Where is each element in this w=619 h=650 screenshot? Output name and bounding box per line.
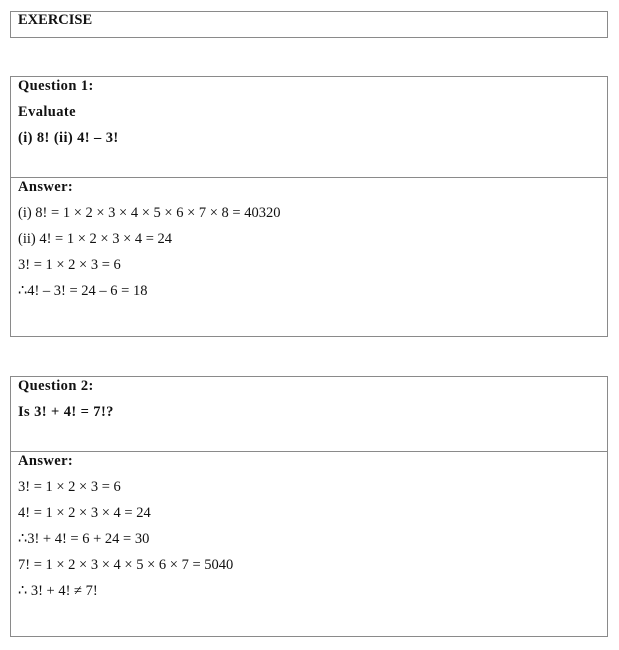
answer-1-line: ∴4! – 3! = 24 – 6 = 18 [18, 283, 148, 299]
answer-1-line: (ii) 4! = 1 × 2 × 3 × 4 = 24 [18, 231, 173, 247]
question-2-label: Question 2: [18, 378, 94, 394]
answer-2-line: 4! = 1 × 2 × 3 × 4 = 24 [18, 505, 151, 521]
answer-2-cell [11, 451, 607, 632]
answer-2-line: 7! = 1 × 2 × 3 × 4 × 5 × 6 × 7 = 5040 [18, 557, 234, 573]
question-1-prompt-line: (i) 8! (ii) 4! – 3! [18, 130, 119, 146]
exercise-title: EXERCISE [18, 12, 93, 28]
question-1-prompt-line: Evaluate [18, 104, 76, 120]
answer-1-cell [11, 177, 607, 332]
question-2-cell [11, 373, 607, 451]
exercise-header-box [10, 11, 608, 38]
question-1-label: Question 1: [18, 78, 94, 94]
question-1-cell [11, 73, 607, 177]
answer-2-line: ∴ 3! + 4! ≠ 7! [18, 583, 98, 599]
answer-2-line: ∴3! + 4! = 6 + 24 = 30 [18, 531, 150, 547]
exercise-header-cell [11, 12, 607, 28]
question-2-box [10, 376, 608, 637]
answer-2-line: 3! = 1 × 2 × 3 = 6 [18, 479, 121, 495]
question-2-prompt-line: Is 3! + 4! = 7!? [18, 404, 114, 420]
answer-1-line: 3! = 1 × 2 × 3 = 6 [18, 257, 121, 273]
answer-2-label: Answer: [18, 453, 74, 469]
answer-1-label: Answer: [18, 179, 74, 195]
answer-1-line: (i) 8! = 1 × 2 × 3 × 4 × 5 × 6 × 7 × 8 = 40320 [18, 205, 281, 221]
question-1-box [10, 76, 608, 337]
